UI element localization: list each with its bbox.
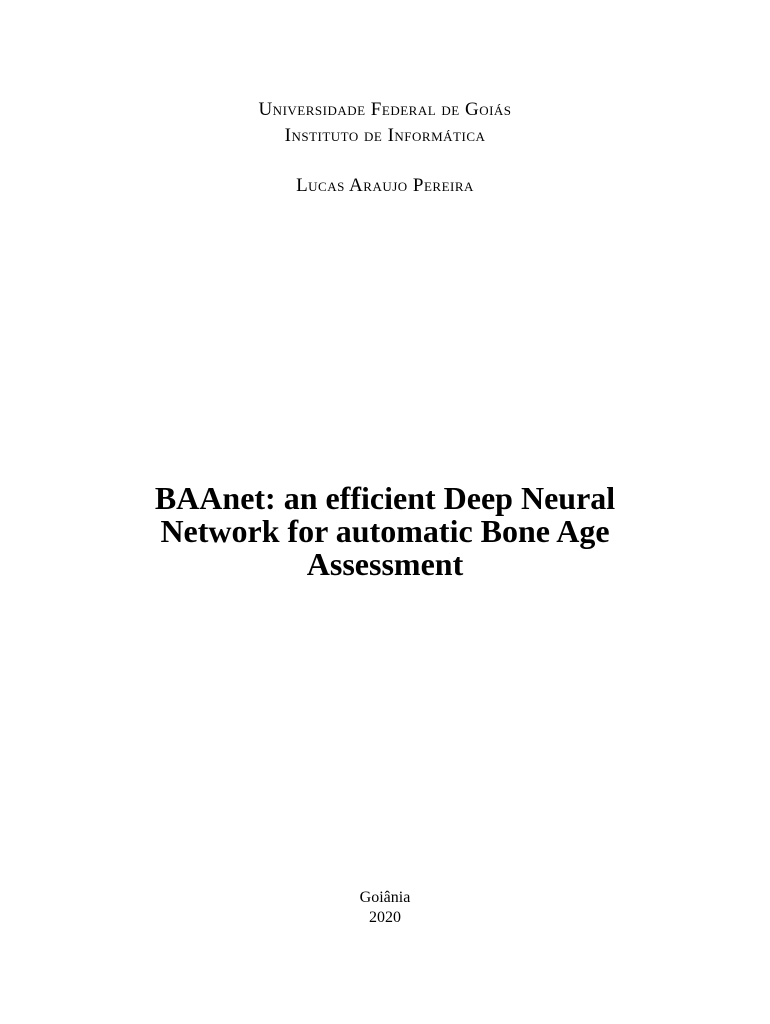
title-line-2: Network for automatic Bone Age	[160, 513, 610, 549]
institute-name: Instituto de Informática	[284, 125, 486, 146]
university-name: Universidade Federal de Goiás	[258, 99, 512, 120]
thesis-title	[0, 482, 770, 581]
year: 2020	[369, 909, 401, 926]
city: Goiânia	[359, 889, 411, 906]
title-line-1: BAAnet: an efficient Deep Neural	[154, 480, 616, 516]
title-line-3: Assessment	[306, 546, 464, 582]
author-name: Lucas Araujo Pereira	[296, 175, 474, 196]
